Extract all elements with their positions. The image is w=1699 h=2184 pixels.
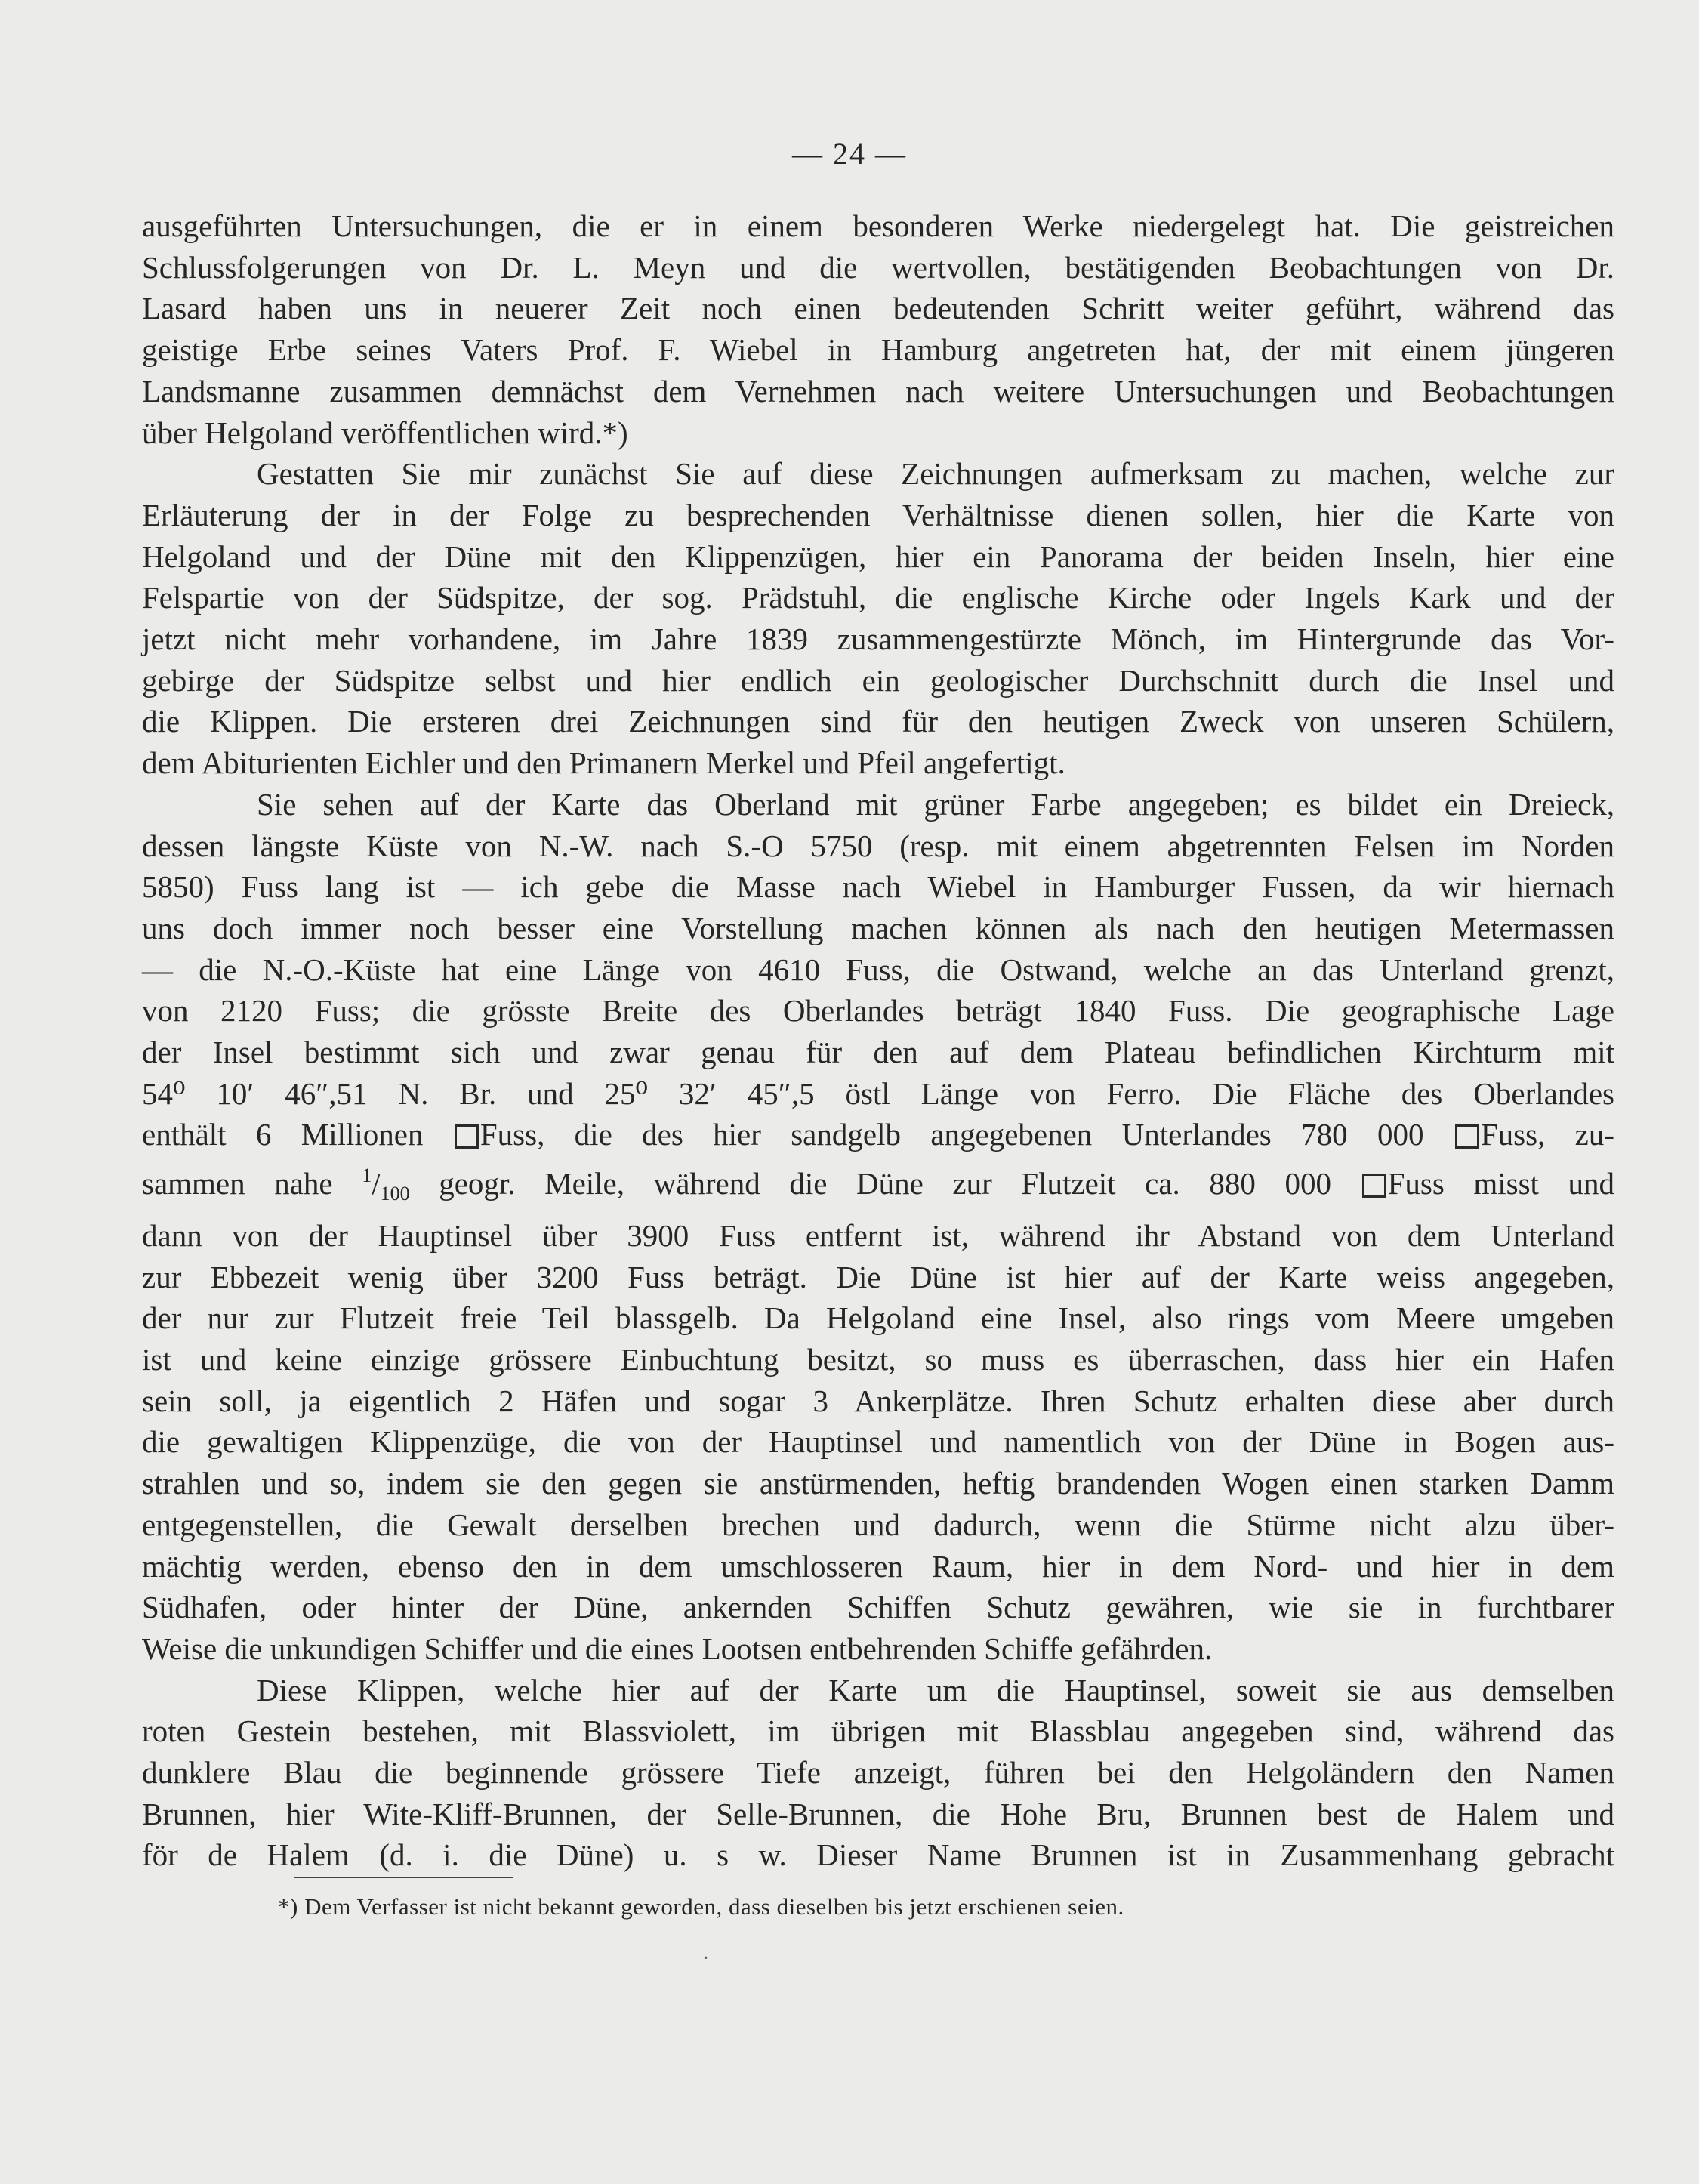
text-line: der nur zur Flutzeit freie Teil blassgelb. Da Helgoland eine Insel, also rings vom Meere umgeben	[142, 1300, 1614, 1336]
text-line: 5850) Fuss lang ist — ich gebe die Masse nach Wiebel in Hamburger Fussen, da wir hiernach	[142, 869, 1614, 905]
text-line: strahlen und so, indem sie den gegen sie anstürmenden, heftig brandenden Wogen einen starken Damm	[142, 1466, 1614, 1501]
text-line: von 2120 Fuss; die grösste Breite des Oberlandes beträgt 1840 Fuss. Die geographische Lage	[142, 993, 1614, 1029]
text-line: Lasard haben uns in neuerer Zeit noch einen bedeutenden Schritt weiter geführt, während das	[142, 291, 1614, 326]
text-segment: sammen nahe	[142, 1166, 333, 1202]
text-segment: Fuss, zu-	[1480, 1117, 1614, 1152]
text-line	[142, 1155, 1614, 1215]
ink-speck: ·	[702, 1947, 710, 1970]
text-line: über Helgoland veröffentlichen wird.*)	[142, 415, 628, 450]
text-line: uns doch immer noch besser eine Vorstellung machen können als nach den heutigen Metermassen	[142, 910, 1614, 945]
text-line: zur Ebbezeit wenig über 3200 Fuss beträgt. Die Düne ist hier auf der Karte weiss angegeben,	[142, 1259, 1614, 1294]
text-line: Brunnen, hier Wite-Kliff-Brunnen, der Selle-Brunnen, die Hohe Bru, Brunnen best de Halem und	[142, 1796, 1614, 1831]
text-line: Weise die unkundigen Schiffer und die eines Lootsen entbehrenden Schiffe gefährden.	[142, 1630, 1213, 1666]
text-line: Südhafen, oder hinter der Düne, ankernden Schiffen Schutz gewähren, wie sie in furchtbarer	[142, 1590, 1614, 1625]
text-line: Sie sehen auf der Karte das Oberland mit grüner Farbe angegeben; es bildet ein Dreieck,	[257, 786, 1614, 822]
text-line: roten Gestein bestehen, mit Blassviolett, im übrigen mit Blassblau angegeben sind, während das	[142, 1714, 1614, 1749]
text-line: dessen längste Küste von N.-W. nach S.-O 5750 (resp. mit einem abgetrennten Felsen im Norden	[142, 828, 1614, 863]
square-symbol	[1455, 1124, 1479, 1149]
footnote: *) Dem Verfasser ist nicht bekannt geworden, dass dieselben bis jetzt erschienen seien.	[278, 1893, 1124, 1920]
text-line: Helgoland und der Düne mit den Klippenzügen, hier ein Panorama der beiden Inseln, hier eine	[142, 538, 1614, 574]
body-text	[142, 205, 1614, 1876]
text-line: dann von der Hauptinsel über 3900 Fuss entfernt ist, während ihr Abstand von dem Unterland	[142, 1217, 1614, 1253]
text-line: för de Halem (d. i. die Düne) u. s w. Dieser Name Brunnen ist in Zusammenhang gebracht	[142, 1837, 1614, 1873]
text-line: — die N.-O.-Küste hat eine Länge von 4610 Fuss, die Ostwand, welche an das Unterland grenzt,	[142, 952, 1614, 987]
text-segment: Fuss misst und	[1387, 1166, 1615, 1202]
page-number: — 24 —	[792, 137, 907, 171]
text-segment: enthält 6 Millionen	[142, 1117, 424, 1152]
text-line: der Insel bestimmt sich und zwar genau für den auf dem Plateau befindlichen Kirchturm mit	[142, 1035, 1614, 1070]
text-line: die Klippen. Die ersteren drei Zeichnungen sind für den heutigen Zweck von unseren Schülern,	[142, 704, 1614, 739]
text-line: Felspartie von der Südspitze, der sog. Prädstuhl, die englische Kirche oder Ingels Kark und der	[142, 580, 1614, 615]
text-line: Diese Klippen, welche hier auf der Karte um die Hauptinsel, soweit sie aus demselben	[257, 1672, 1614, 1707]
text-line: Erläuterung der in der Folge zu besprechenden Verhältnisse dienen sollen, hier die Karte von	[142, 497, 1614, 532]
text-line: Gestatten Sie mir zunächst Sie auf diese Zeichnungen aufmerksam zu machen, welche zur	[257, 456, 1614, 492]
text-segment: Fuss, die des hier sandgelb angegebenen Unterlandes 780 000	[479, 1117, 1424, 1152]
text-line: 54⁰ 10′ 46″,51 N. Br. und 25⁰ 32′ 45″,5 östl Länge von Ferro. Die Fläche des Oberlandes	[142, 1075, 1614, 1111]
text-line: mächtig werden, ebenso den in dem umschlosseren Raum, hier in dem Nord- und hier in dem	[142, 1548, 1614, 1584]
fraction-slash: /	[372, 1166, 381, 1202]
text-line: jetzt nicht mehr vorhandene, im Jahre 1839 zusammengestürzte Mönch, im Hintergrunde das Vor-	[142, 622, 1614, 657]
text-line: Schlussfolgerungen von Dr. L. Meyn und die wertvollen, bestätigenden Beobachtungen von Dr.	[142, 249, 1614, 285]
square-symbol	[455, 1124, 479, 1149]
text-line: ausgeführten Untersuchungen, die er in einem besonderen Werke niedergelegt hat. Die geistreichen	[142, 208, 1614, 243]
text-line: ist und keine einzige grössere Einbuchtung besitzt, so muss es überraschen, dass hier ein Hafen	[142, 1341, 1614, 1377]
text-line: die gewaltigen Klippenzüge, die von der Hauptinsel und namentlich von der Düne in Bogen aus-	[142, 1424, 1614, 1460]
fraction-denominator: 100	[380, 1183, 410, 1205]
footnote-divider	[294, 1877, 513, 1878]
text-line: Landsmanne zusammen demnächst dem Vernehmen nach weitere Untersuchungen und Beobachtungen	[142, 373, 1614, 409]
text-line: dunklere Blau die beginnende grössere Tiefe anzeigt, führen bei den Helgoländern den Namen	[142, 1755, 1614, 1791]
fraction-numerator: 1	[362, 1164, 372, 1187]
square-symbol	[1362, 1174, 1386, 1198]
text-line: geistige Erbe seines Vaters Prof. F. Wiebel in Hamburg angetreten hat, der mit einem jüngeren	[142, 332, 1614, 368]
text-line: sein soll, ja eigentlich 2 Häfen und sogar 3 Ankerplätze. Ihren Schutz erhalten diese aber durch	[142, 1383, 1614, 1418]
text-segment: geogr. Meile, während die Düne zur Flutzeit ca. 880 000	[439, 1166, 1331, 1202]
text-line: gebirge der Südspitze selbst und hier endlich ein geologischer Durchschnitt durch die Insel und	[142, 662, 1614, 698]
text-line: dem Abiturienten Eichler und den Primanern Merkel und Pfeil angefertigt.	[142, 745, 1065, 781]
text-line	[142, 1114, 1614, 1155]
text-line: entgegenstellen, die Gewalt derselben brechen und dadurch, wenn die Stürme nicht alzu über-	[142, 1507, 1614, 1542]
